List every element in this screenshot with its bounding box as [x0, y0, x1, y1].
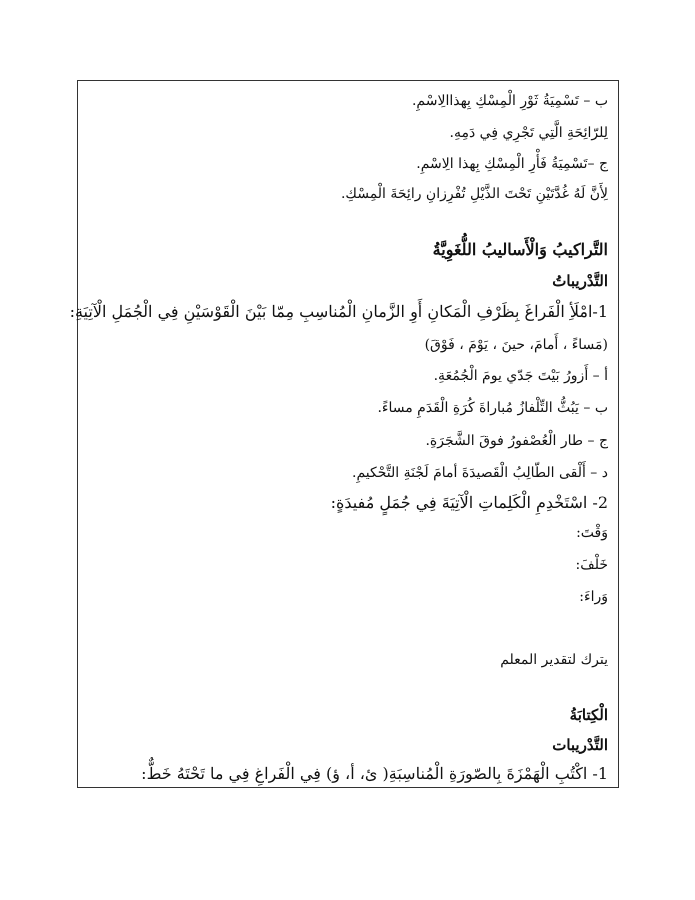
writing-exercises-heading: التَّدْريبات [552, 736, 608, 754]
question-1-item-a: أ – أَزورُ بَيْتَ جَدّي يومَ الْجُمُعَةِ. [433, 368, 608, 384]
word-2: خَلْفَ: [575, 557, 608, 573]
writing-question-1: 1- اكْتُبِ الْهَمْزَةَ بِالصّورَةِ الْمُناسِبَةِ( ئ، أ، ؤ) فِي الْفَراغِ فِي ما تَحْتَهُ خَطٌّ: [141, 764, 608, 783]
word-1: وَقْتَ: [576, 525, 608, 541]
answer-c-text: لِأَنَّ لَهُ غُدَّتَيْنِ تَحْتَ الذَّيْلِ تُفْرِزانِ رائِحَةَ الْمِسْكِ. [340, 186, 608, 202]
question-2: 2- اسْتَخْدِمِ الْكَلِماتِ الْآتِيَةَ فِي جُمَلٍ مُفيدَةٍ: [330, 493, 608, 512]
word-3: وَراءَ: [579, 589, 608, 605]
exercises-heading: التَّدْريباتُ [552, 272, 608, 290]
question-1-options: (مَساءً ، أَمامَ، حينَ ، يَوْمَ ، فَوْقَ) [424, 337, 608, 353]
answer-c-question: ج –تَسْمِيَةُ فَأْرِ الْمِسْكِ بِهذا الِاسْمِ. [416, 156, 608, 172]
answer-b-text: لِلرّائِحَةِ الَّتِي تَجْرِي فِي دَمِهِ. [449, 125, 608, 141]
teacher-note: يترك لتقدير المعلم [500, 652, 608, 668]
section-heading-grammar: التَّراكيبُ وَالْأَساليبُ اللُّغَوِيَّةُ [432, 240, 608, 259]
question-1-item-c: ج – طار الْعُصْفورُ فوقَ الشَّجَرَةِ. [425, 433, 608, 449]
section-heading-writing: الْكِتابَةُ [569, 706, 608, 724]
answer-b-question: ب – تَسْمِيَةُ ثَوْرِ الْمِسْكِ بِهذاالِاسْمِ. [411, 93, 608, 109]
page-frame [69, 80, 619, 788]
question-1: 1-امْلَأِ الْفَراغَ بِظَرْفِ الْمَكانِ أَوِ الزَّمانِ الْمُناسِبِ مِمّا بَيْنَ الْقَوْسَيْنِ فِي الْجُمَلِ الْآتِيَةِ: [69, 302, 608, 321]
question-1-item-b: ب – يَبُثُّ التِّلْفازُ مُباراةَ كُرَةِ الْقَدَمِ مساءً. [377, 400, 608, 416]
question-1-item-d: د – أَلْقى الطّالِبُ الْقَصيدَةَ أمامَ لَجْنَةِ التَّحْكيمِ. [352, 465, 608, 481]
